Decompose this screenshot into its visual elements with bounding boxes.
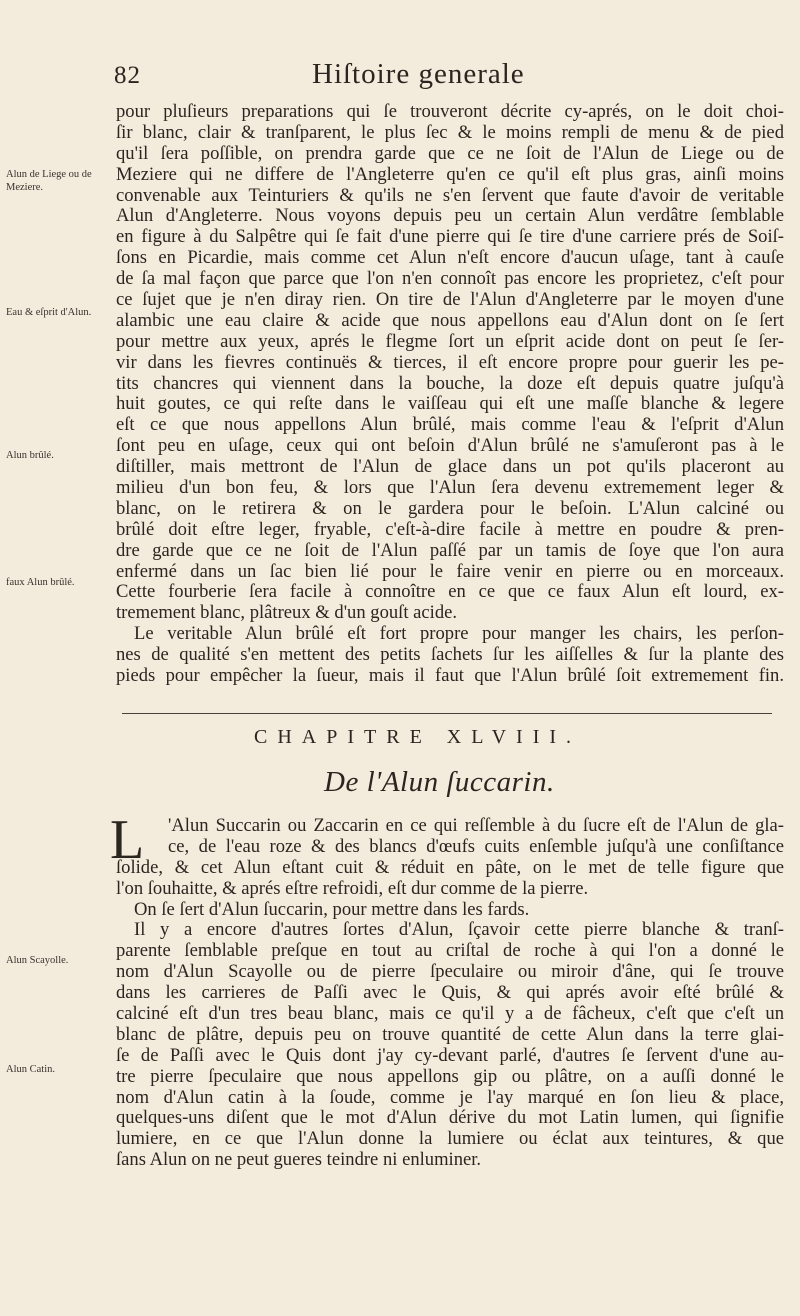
text-line: nom d'Alun Scayolle ou de pierre ſpeculaire ou miroir d'âne, qui ſe trouve [116,961,784,983]
text-line: On ſe ſert d'Alun ſuccarin, pour mettre dans les fards. [134,898,530,920]
text-line: alambic une eau claire & acide que nous appellons eau d'Alun dont on ſe ſert [116,309,784,331]
text-line: enfermé dans un ſac bien lié pour le faire venir en pierre ou en morceaux. [116,560,784,582]
text-line: convenable aux Teinturiers & qu'ils ne s'en ſervent que faute d'avoir de veritable [116,184,784,206]
text-line: ſolide, & cet Alun eſtant cuit & réduit en pâte, on le met de telle figure que [116,856,784,878]
margin-note: Alun Scayolle. [6,955,69,966]
text-line: tre pierre ſpeculaire que nous appellons gip ou plâtre, on a auſſi donné le [116,1065,784,1087]
text-line: quelques-uns diſent que le mot d'Alun dérive du mot Latin lumen, qui ſignifie [116,1107,784,1129]
text-line: huit goutes, ce qui reſte dans le vaiſſeau qui eſt une maſſe blanche & legere [116,393,784,415]
text-line: eſt ce que nous appellons Alun brûlé, mais comme l'eau & l'eſprit d'Alun [116,414,784,436]
margin-note: faux Alun brûlé. [6,577,75,588]
margin-note: Alun Catin. [6,1064,55,1075]
text-line: calciné eſt d'un tres beau blanc, mais ce qu'il y a de fâcheux, c'eſt que c'eſt un [116,1003,784,1025]
text-line: en figure à du Salpêtre qui ſe fait d'une pierre qui ſe tire d'une carriere prés de Soiſ- [116,226,784,248]
text-line: pour mettre aux yeux, aprés le flegme ſort un eſprit acide dont on peut ſe ſer- [116,330,784,352]
text-line: vir dans les fievres continuës & tierces, il eſt encore propre pour guerir les pe- [116,351,784,373]
text-line: nes de qualité s'en mettent des petits ſachets ſur les aiſſelles & ſur la plante des [116,644,784,666]
text-line: ſe de Paſſi avec le Quis dont j'ay cy-devant parlé, d'autres ſe ſervent d'une au- [116,1044,784,1066]
margin-note: Eau & eſprit d'Alun. [6,307,92,318]
text-line: blanc de plâtre, depuis peu on trouve quantité de cette Alun dans la terre glai- [116,1023,784,1045]
text-line: qu'il ſera poſſible, on prendra garde que ce ne ſoit de l'Alun de Liege ou de [116,142,784,164]
text-line: Alun d'Angleterre. Nous voyons depuis peu un certain Alun verdâtre ſemblable [116,205,784,227]
text-line: ce ſujet que je n'en diray rien. On tire de l'Alun d'Angleterre par le moyen d'une [116,289,784,311]
drop-capital: L [110,809,145,871]
text-line: dre garde que ce ne ſoit de l'Alun paſſé par un tamis de ſoye que l'on aura [116,539,784,561]
chapter-text [116,816,784,1171]
text-line: Meziere qui ne differe de l'Angleterre qu'en ce qu'il eſt plus gras, ainſi moins [116,163,784,185]
chapter-title: De l'Alun ſuccarin. [324,766,555,798]
text-line: ſans Alun on ne peut gueres teindre ni enluminer. [116,1149,482,1171]
text-line: diſtiller, mais mettront de l'Alun de glace dans un pot qu'ils placeront au [116,456,784,478]
body-text [116,102,784,687]
text-line: lumiere, en ce que l'Alun donne la lumiere ou éclat aux teintures, & que [116,1128,784,1150]
text-line: Il y a encore d'autres ſortes d'Alun, ſçavoir cette pierre blanche & tranſ- [134,919,784,941]
text-line: milieu d'un bon feu, & lors que l'Alun ſera devenu extremement leger & [116,477,784,499]
margin-note: Alun brûlé. [6,450,54,461]
text-line: de ſa mal façon que parce que l'on n'en connoît pas encore les proprietez, c'eſt pour [116,268,784,290]
text-line: l'on ſouhaitte, & aprés eſtre refroidi, eſt dur comme de la pierre. [116,877,589,899]
text-line: ce, de l'eau roze & des blancs d'œufs cuits enſemble juſqu'à une conſiſtance [168,835,784,857]
running-head: Hiſtoire generale [312,58,525,90]
section-divider [122,713,772,714]
text-line: ſont peu en uſage, ceux qui ont beſoin d'Alun brûlé ne s'amuſeront pas à le [116,435,784,457]
margin-note: Alun de Liege ou de Meziere. [6,169,92,193]
text-line: ſir blanc, clair & tranſparent, le plus ſec & le moins rempli de menu & de pied [116,121,784,143]
text-line: tits chancres qui viennent dans la bouche, la doze eſt depuis quatre juſqu'à [116,372,784,394]
text-line: pour pluſieurs preparations qui ſe trouveront décrite cy-aprés, on le doit choi- [116,101,784,122]
text-line: Cette fourberie ſera facile à connoître en ce que ce faux Alun eſt lourd, ex- [116,581,784,603]
text-line: parente ſemblable preſque en tout au criſtal de roche à qui l'on a donné le [116,940,784,962]
text-line: dans les carrieres de Paſſi avec le Quis, & qui aprés avoir eſté brûlé & [116,982,784,1004]
text-line: 'Alun Succarin ou Zaccarin en ce qui reſſemble à du ſucre eſt de l'Alun de gla- [168,815,784,836]
text-line: tremement blanc, plâtreux & d'un gouſt acide. [116,602,458,624]
text-line: brûlé doit eſtre leger, fryable, c'eſt-à-dire facile à mettre en poudre & pren- [116,518,784,540]
chapter-heading: CHAPITRE XLVIII. [254,726,582,748]
text-line: ſons en Picardie, mais comme cet Alun n'eſt encore d'aucun uſage, tant à cauſe [116,247,784,269]
text-line: pieds pour empêcher la ſueur, mais il faut que l'Alun brûlé ſoit extremement fin. [116,665,784,687]
text-line: nom d'Alun catin à la ſoude, comme je l'ay marqué en ſon lieu & place, [116,1086,784,1108]
text-line: blanc, on le retirera & on le gardera pour le beſoin. L'Alun calciné ou [116,497,784,519]
page-number: 82 [114,62,141,89]
text-line: Le veritable Alun brûlé eſt fort propre pour manger les chairs, les perſon- [134,623,784,645]
